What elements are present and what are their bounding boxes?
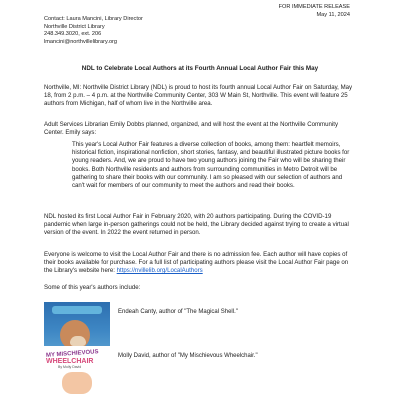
cover-title-band [52, 306, 102, 314]
release-date: May 11, 2024 [316, 11, 350, 18]
contact-name: Contact: Laura Mancini, Library Director [44, 16, 143, 22]
cover-title-line1: MY MISCHIEVOUS [45, 349, 99, 359]
contact-phone: 248.349.3020, ext. 206 [44, 31, 102, 38]
paragraph-host: Adult Services Librarian Emily Dobbs planned, organized, and will host the event at the Northville Community Center. Emily says: [44, 121, 339, 137]
cover-illustration [62, 372, 92, 394]
paragraph-intro: Northville, MI: Northville District Library (NDL) is proud to host its fourth annual Local Author Fair on Saturday, May 18, from 2 p.m. – 4 p.m. at the Northville Community Center, 303 W Main St, Northville. This event will feature 25 authors from Michigan, half of whom live in the Northville area. [44, 84, 353, 108]
release-header [279, 4, 350, 19]
wheelchair-cover-image [44, 346, 110, 398]
paragraph-authors-intro: Some of this year's authors include: [44, 284, 141, 291]
contact-email: lmancini@northvillelibrary.org [44, 39, 118, 46]
shell-illustration [70, 336, 86, 346]
author-caption-canty: Endeah Canty, author of "The Magical Shell." [118, 309, 238, 315]
paragraph-admission [44, 251, 356, 276]
cover-title-line2: WHEELCHAIR [46, 358, 94, 365]
local-authors-link[interactable]: https://nvillelib.org/LocalAuthors [116, 267, 203, 275]
cover-author-line: By Molly David [58, 365, 82, 369]
author-caption-david: Molly David, author of "My Mischievous Wheelchair." [118, 353, 258, 359]
admission-text: Everyone is welcome to visit the Local Author Fair and there is no admission fee. Each author will have copies of their books available for purchase. For a full list of participating authors please visit the Local Author Fair page on the Library's website here: [44, 251, 349, 275]
contact-block [44, 16, 143, 47]
contact-organization: Northville District Library [44, 23, 105, 30]
paragraph-history: NDL hosted its first Local Author Fair in February 2020, with 20 authors participating. During the COVID-19 pandemic when large in-person gatherings could not be held, the Library decided against trying to create a virtual version of the event. In 2022 the event returned in person. [44, 213, 349, 237]
quote-block: This year's Local Author Fair features a diverse collection of books, among them: heartfelt memoirs, historical fiction, inspirational nonfiction, short stories, fantasy, and beautiful illustrated picture books for young readers. And, we are proud to have two young authors joining the Fair who will be sharing their books. Both Northville residents and authors from surrounding communities in Metro Detroit will be gathering to share their books with our community. I am so pleased with our selection of authors and can't wait for members of our community to meet the authors and read their books. [72, 141, 350, 190]
press-headline: NDL to Celebrate Local Authors at its Fourth Annual Local Author Fair this May [81, 65, 319, 72]
release-label: FOR IMMEDIATE RELEASE [278, 4, 350, 10]
